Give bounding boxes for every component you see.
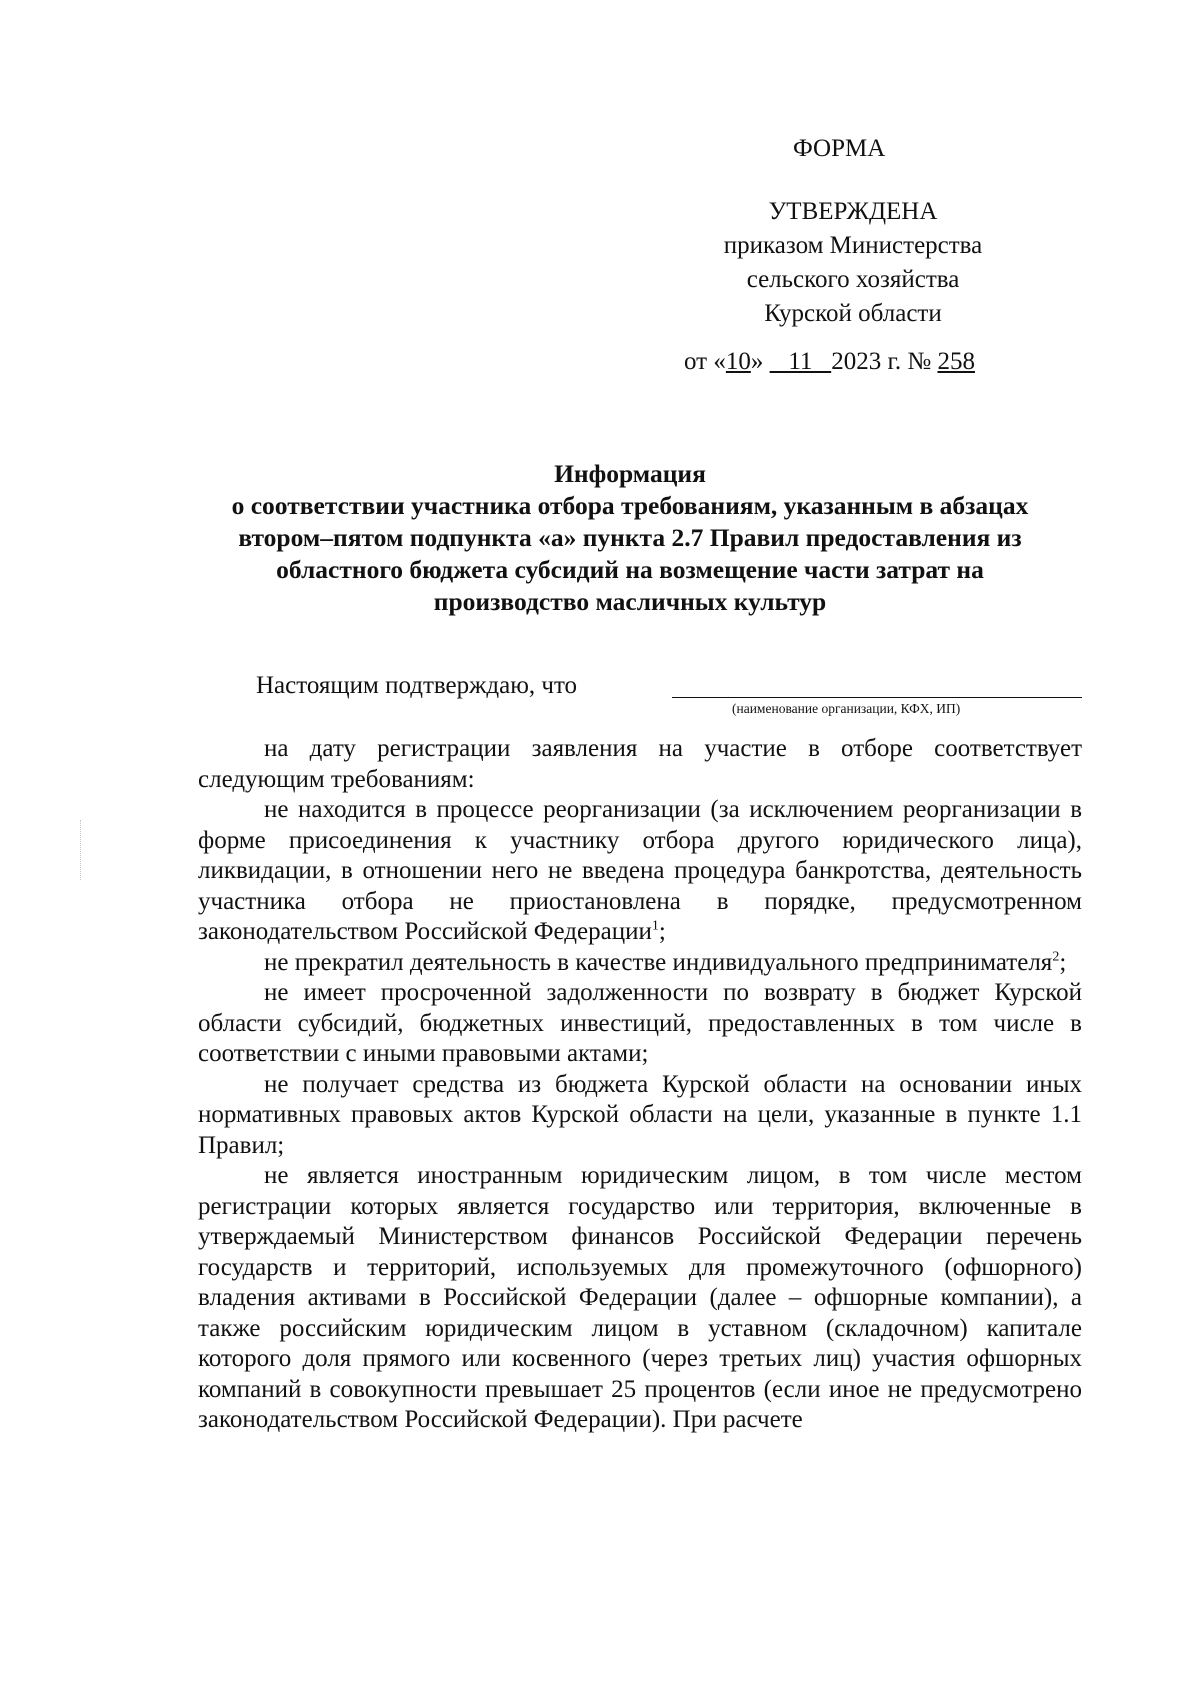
title-line-4: производство масличных культур (433, 587, 827, 616)
organization-name-caption: (наименование организации, КФХ, ИП) (732, 701, 961, 716)
footnote-tail-1: ; (658, 918, 666, 945)
scan-artifact (80, 820, 83, 880)
order-number: 258 (937, 348, 975, 375)
approval-line-2: приказом Министерства (723, 232, 983, 259)
title-line-1: о соответствии участника отбора требованиям, указанным в абзацах (231, 491, 1029, 520)
paragraph-debt: не имеет просроченной задолженности по возврату в бюджет Курской области субсидий, бюджетных инвестиций, предоставленных в том числе в соответствии с иными правовыми актами; (198, 979, 1082, 1067)
paragraph-offshore: не является иностранным юридическим лицом, в том числе местом регистрации которых является государство или территория, включенные в утверждаемый Министерством финансов Российской Федерации перечень государств и территорий, используемых для промежуточного (офшорного) владения активами в Российской Федерации (далее – офшорные компании), а также российским юридическим лицом в уставном (складочном) капитале которого доля прямого или косвенного (через третьих лиц) участия офшорных компаний в совокупности превышает 25 процентов (если иное не предусмотрено законодательством Российской Федерации). При расчете (198, 1162, 1082, 1433)
order-date-line (684, 348, 975, 376)
footnote-tail-2: ; (1059, 948, 1067, 976)
date-prefix: от « (684, 348, 726, 375)
paragraph-intro: на дату регистрации заявления на участие в отборе соответствует следующим требованиям: (198, 735, 1082, 793)
date-month: 11 (769, 348, 832, 375)
organization-name-blank[interactable] (672, 697, 1082, 698)
paragraph-entrepreneur-text: не прекратил деятельность в качестве индивидуального предпринимателя (264, 948, 1053, 976)
title-line-3: областного бюджета субсидий на возмещение части затрат на (276, 555, 984, 584)
approval-stamp (693, 195, 1013, 331)
title-heading: Информация (554, 459, 706, 488)
approval-line-4: Курской области (764, 300, 942, 327)
requirements-text (198, 734, 1082, 1436)
document-title (190, 458, 1070, 618)
paragraph-entrepreneur (198, 948, 1082, 979)
confirm-text: Настоящим подтверждаю, что (256, 672, 578, 699)
date-mid: » (750, 348, 770, 375)
title-line-2: втором–пятом подпункта «а» пункта 2.7 Правил предоставления из (238, 523, 1022, 552)
footnote-mark-2: 2 (1052, 949, 1060, 965)
form-label: ФОРМА (793, 135, 886, 162)
paragraph-reorganization (198, 795, 1082, 948)
paragraph-other-funds: не получает средства из бюджета Курской области на основании иных нормативных правовых актов Курской области на цели, указанные в пункте 1.1 Правил; (198, 1070, 1082, 1159)
approval-line-3: сельского хозяйства (746, 266, 960, 293)
paragraph-reorganization-text: не находится в процессе реорганизации (за исключением реорганизации в форме присоединения к участнику отбора другого юридического лица), ликвидации, в отношении него не введена процедура банкротства, деятельность участника отбора не приостановлена в порядке, предусмотренном законодательством Российской Федерации (198, 796, 1082, 945)
footnote-mark-1: 1 (651, 918, 659, 934)
date-year: 2023 г. № (831, 348, 938, 375)
date-day: 10 (725, 348, 751, 375)
approval-line-1: УТВЕРЖДЕНА (768, 198, 938, 225)
